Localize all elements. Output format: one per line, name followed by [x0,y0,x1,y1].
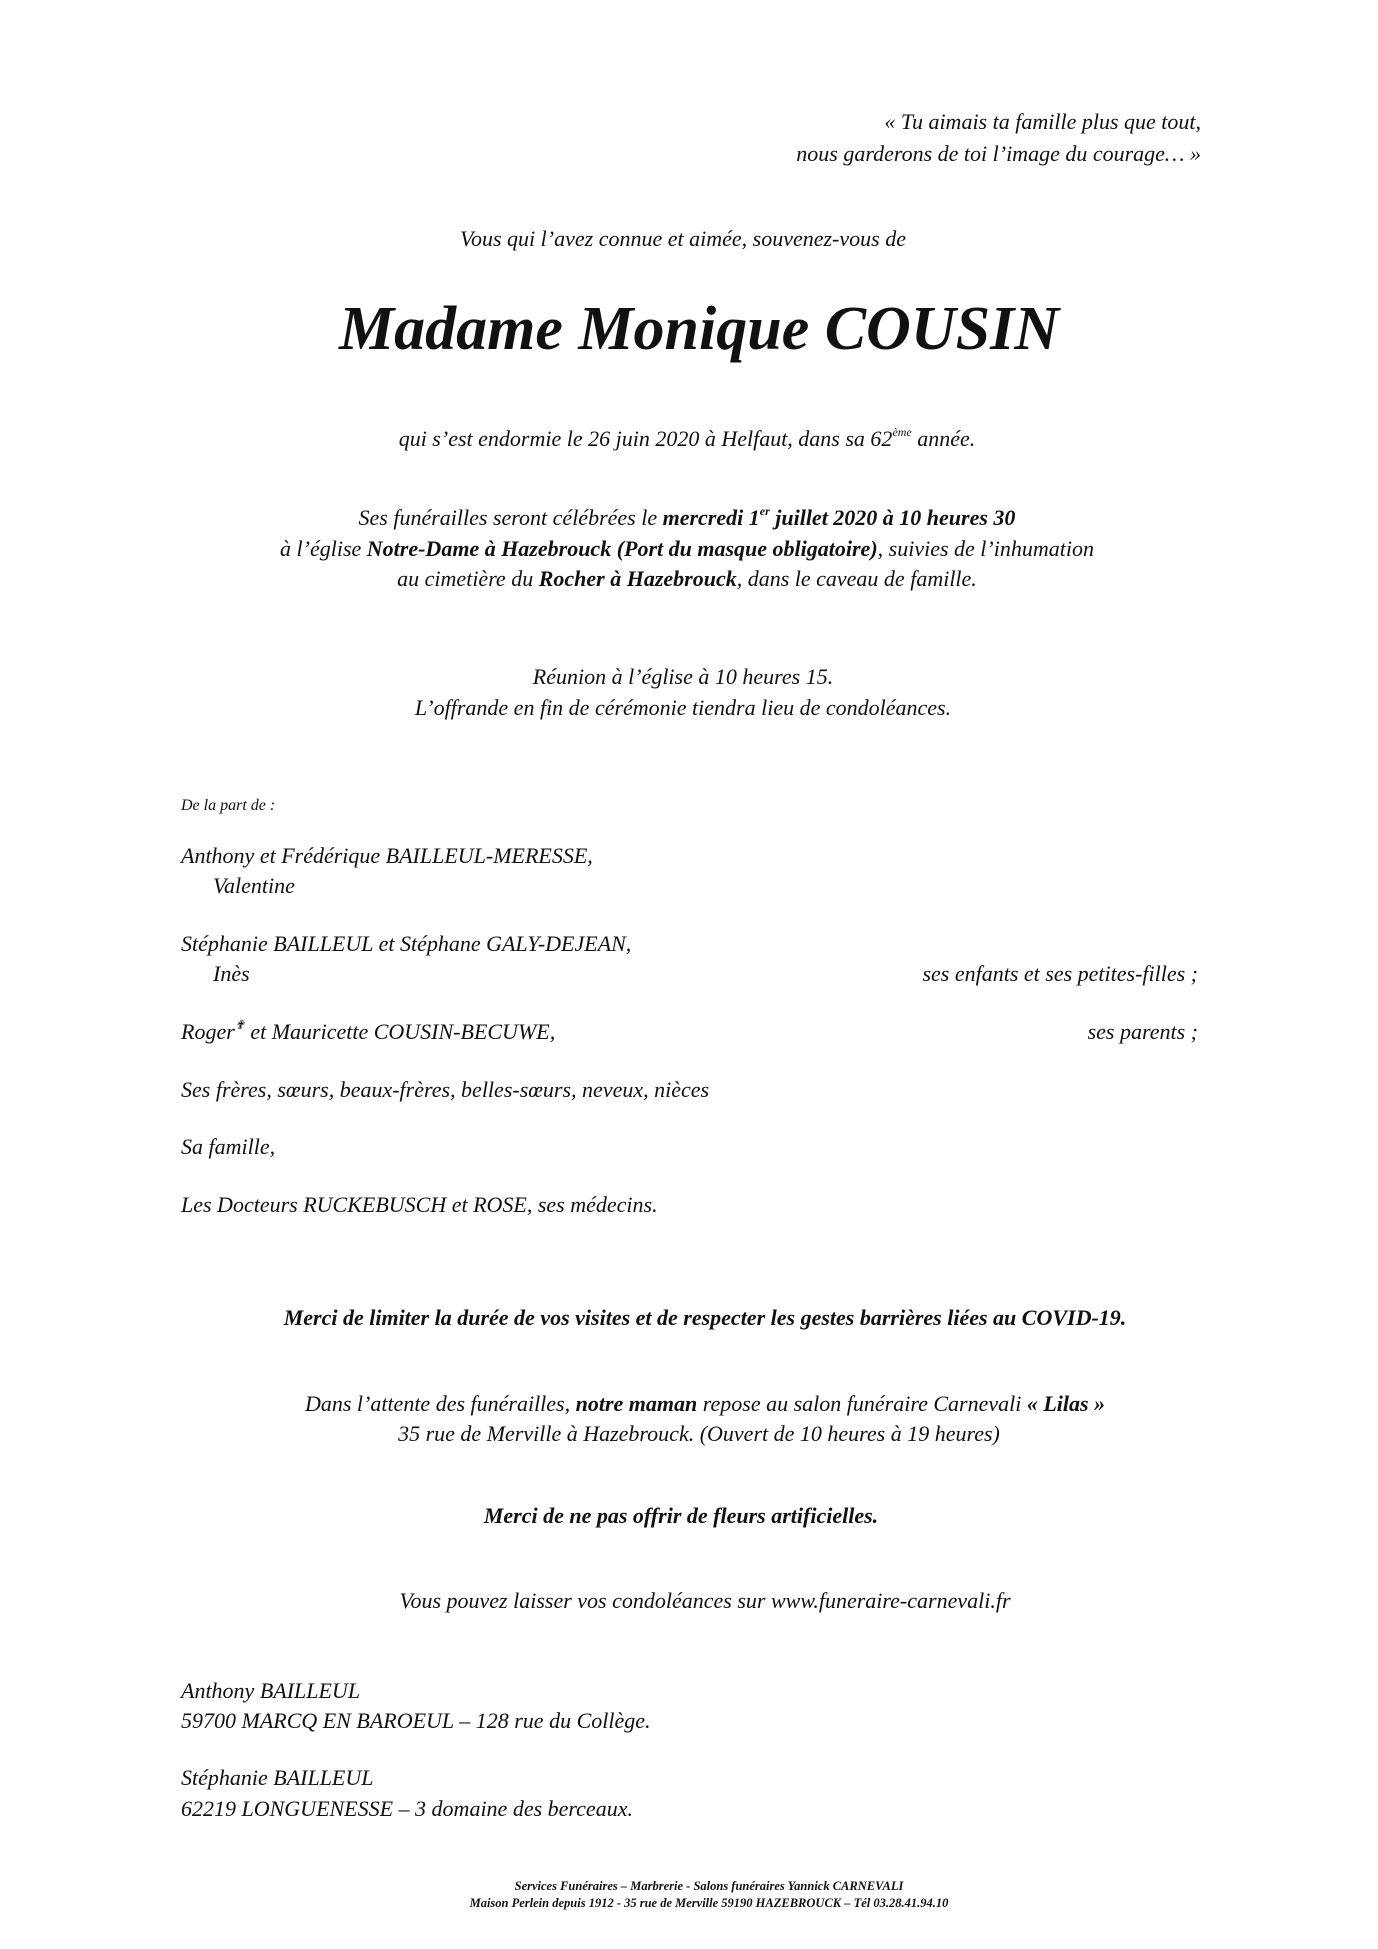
salon-line-1: Dans l’attente des funérailles, notre maman repose au salon funéraire Carnevali « Lilas » [304,1391,1106,1416]
family-entry-5: Sa famille, [181,1134,276,1159]
address-1-name: Anthony BAILLEUL [181,1678,361,1703]
family-role-parents: ses parents ; [1087,1019,1198,1044]
family-entry-4: Ses frères, sœurs, beaux-frères, belles-sœurs, neveux, nièces [181,1077,710,1102]
footer-line-1: Services Funéraires – Marbrerie - Salons funéraires Yannick CARNEVALI [514,1879,904,1893]
deceased-name: Madame Monique COUSIN [339,295,1059,363]
family-entry-3: Roger✟ et Mauricette COUSIN-BECUWE, [181,1018,556,1044]
footer-line-2: Maison Perlein depuis 1912 - 35 rue de Merville 59190 HAZEBROUCK – Tél 03.28.41.94.10 [469,1896,949,1910]
address-2-name: Stéphanie BAILLEUL [181,1765,374,1790]
flowers-notice: Merci de ne pas offrir de fleurs artificielles. [483,1503,879,1528]
cross-icon: ✟ [234,1018,245,1032]
from-label: De la part de : [181,797,276,814]
family-entry-1-child: Valentine [213,873,295,898]
family-role-children: ses enfants et ses petites-filles ; [922,961,1198,986]
family-entry-2-child: Inès [213,961,250,986]
condolences-website: Vous pouvez laisser vos condoléances sur www.funeraire-carnevali.fr [399,1588,1011,1613]
funeral-line-2: à l’église Notre-Dame à Hazebrouck (Port du masque obligatoire), suivies de l’inhumation [280,536,1094,561]
intro-text: Vous qui l’avez connue et aimée, souvenez-vous de [460,226,906,251]
family-entry-2: Stéphanie BAILLEUL et Stéphane GALY-DEJEAN, [181,931,632,956]
family-entry-1: Anthony et Frédérique BAILLEUL-MERESSE, [181,843,593,868]
death-notice: qui s’est endormie le 26 juin 2020 à Helfaut, dans sa 62ème année. [398,425,976,451]
gathering-line-1: Réunion à l’église à 10 heures 15. [532,664,834,689]
family-entry-6: Les Docteurs RUCKEBUSCH et ROSE, ses médecins. [181,1192,658,1217]
funeral-line-1: Ses funérailles seront célébrées le mercredi 1er juillet 2020 à 10 heures 30 [358,504,1016,530]
address-1-street: 59700 MARCQ EN BAROEUL – 128 rue du Collège. [181,1708,651,1733]
salon-line-2: 35 rue de Merville à Hazebrouck. (Ouvert de 10 heures à 19 heures) [398,1421,1000,1446]
covid-notice: Merci de limiter la durée de vos visites et de respecter les gestes barrières liées au COVID-19. [283,1305,1127,1330]
gathering-line-2: L’offrande en fin de cérémonie tiendra lieu de condoléances. [414,695,952,720]
epigraph-line-2: nous garderons de toi l’image du courage… » [796,141,1201,166]
epigraph-line-1: « Tu aimais ta famille plus que tout, [884,109,1201,134]
address-2-street: 62219 LONGUENESSE – 3 domaine des berceaux. [181,1796,633,1821]
funeral-line-3: au cimetière du Rocher à Hazebrouck, dans le caveau de famille. [397,566,977,591]
